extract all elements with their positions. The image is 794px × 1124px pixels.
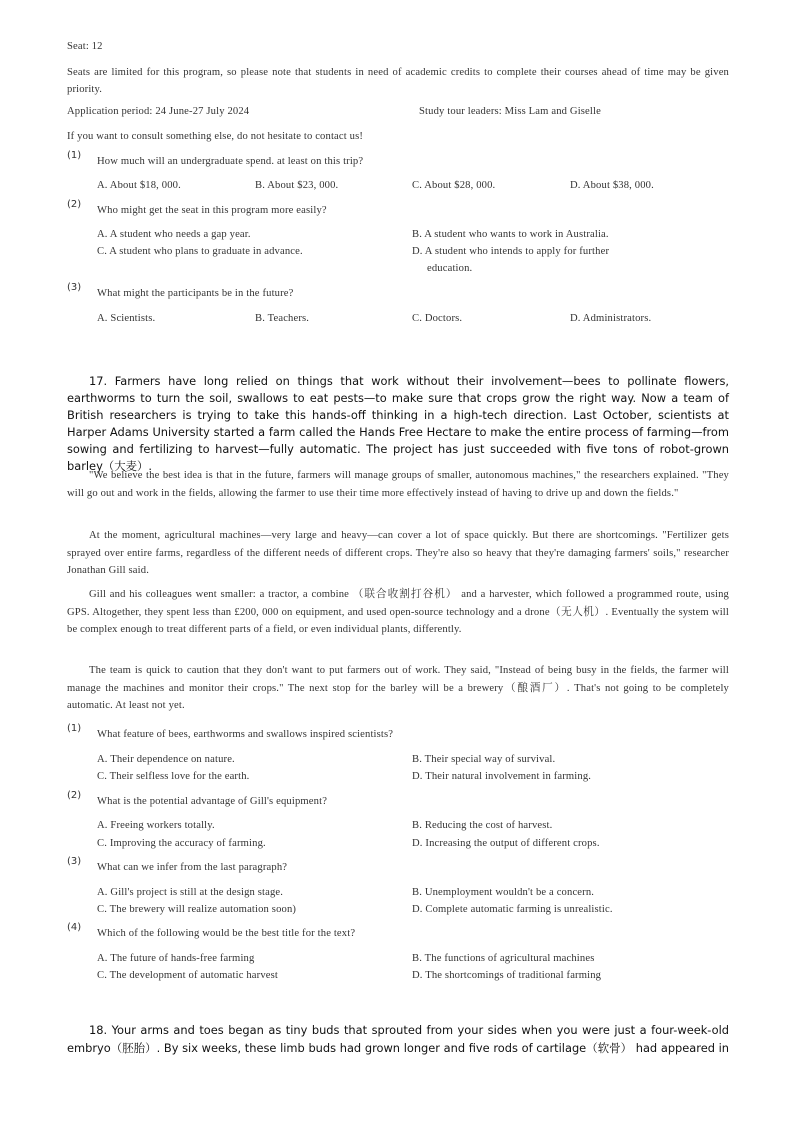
option-c[interactable]: C. Their selfless love for the earth. (97, 771, 250, 782)
question-text: What might the participants be in the future? (97, 288, 294, 299)
option-b[interactable]: B. A student who wants to work in Australia. (412, 229, 609, 240)
option-a[interactable]: A. Freeing workers totally. (97, 820, 215, 831)
option-a[interactable]: A. The future of hands-free farming (97, 953, 255, 964)
option-d[interactable]: D. The shortcomings of traditional farming (412, 970, 602, 981)
option-b[interactable]: B. Reducing the cost of harvest. (412, 820, 553, 831)
question-text: What feature of bees, earthworms and swallows inspired scientists? (97, 729, 394, 740)
question-number: (2) (67, 790, 82, 801)
option-b[interactable]: B. Teachers. (255, 313, 310, 324)
passage-17-paragraph-3: At the moment, agricultural machines—very large and heavy—can cover a lot of space quickly. But there are shortcomings. "Fertilizer gets sprayed over entire farms, regardless of the different needs of different crops. They're also so heavy that they're damaging farmers' soils," researcher Jonathan Gill said. (67, 530, 729, 576)
option-c[interactable]: C. Improving the accuracy of farming. (97, 838, 266, 849)
passage-17-paragraph-2: "We believe the best idea is that in the future, farmers will manage groups of smaller, autonomous machines," the researchers explained. "They will go out and work in the fields, allowing the farmer to use their time more effectively instead of having to drive up and down the fields." (67, 470, 729, 499)
question-number: (3) (67, 856, 82, 867)
option-d-continued: education. (427, 263, 473, 274)
option-b[interactable]: B. Their special way of survival. (412, 754, 556, 765)
option-d[interactable]: D. Increasing the output of different crops. (412, 838, 600, 849)
option-d[interactable]: D. Complete automatic farming is unrealistic. (412, 904, 613, 915)
option-c[interactable]: C. Doctors. (412, 313, 463, 324)
passage-17-paragraph-4: Gill and his colleagues went smaller: a tractor, a combine （联合收割打谷机） and a harvester, which followed a programmed route, using GPS. Altogether, they spent less than £200, 000 on equipment, and used open-source technology and a drone（无人机）. Eventually the system will be complex enough to treat different parts of a field, or even individual plants, differently. (67, 589, 729, 635)
contact-note: If you want to consult something else, do not hesitate to contact us! (67, 131, 364, 142)
option-b[interactable]: B. Unemployment wouldn't be a concern. (412, 887, 595, 898)
option-a[interactable]: A. A student who needs a gap year. (97, 229, 251, 240)
passage-17-paragraph-5: The team is quick to caution that they don't want to put farmers out of work. They said, "Instead of being busy in the fields, the farmer will manage the machines and monitor their crops." The next stop for the barley will be a brewery（酿酒厂）. That's not going to be completely automatic. At least not yet. (67, 665, 729, 711)
question-number: (3) (67, 282, 82, 293)
seat-info: Seat: 12 (67, 41, 103, 52)
question-number: (4) (67, 922, 82, 933)
option-a[interactable]: A. Gill's project is still at the design stage. (97, 887, 284, 898)
question-text: What is the potential advantage of Gill's equipment? (97, 796, 328, 807)
question-text: What can we infer from the last paragraph? (97, 862, 288, 873)
option-a[interactable]: A. Their dependence on nature. (97, 754, 235, 765)
option-d[interactable]: D. Administrators. (570, 313, 652, 324)
option-c[interactable]: C. The development of automatic harvest (97, 970, 278, 981)
passage-18-intro: 18. Your arms and toes began as tiny buds that sprouted from your sides when you were just a four-week-old embryo（胚胎）. By six weeks, these limb buds had grown longer and five rods of cartilage（软骨） had appeared in (67, 1023, 729, 1055)
option-a[interactable]: A. About $18, 000. (97, 180, 181, 191)
option-b[interactable]: B. About $23, 000. (255, 180, 339, 191)
question-number: (2) (67, 199, 82, 210)
option-b[interactable]: B. The functions of agricultural machines (412, 953, 595, 964)
option-a[interactable]: A. Scientists. (97, 313, 156, 324)
question-number: (1) (67, 150, 82, 161)
passage-17-intro: 17. Farmers have long relied on things that work without their involvement—bees to pollinate flowers, earthworms to turn the soil, swallows to eat pests—to make sure that crops grow the right way. Now a team of British researchers is trying to take this hands-off thinking in a high-tech direction. Last October, scientists at Harper Adams University started a farm called the Hands Free Hectare to make the entire process of farming—from sowing and fertilizing to harvest—fully automatic. The project has just succeeded with five tons of robot-grown barley（大麦）. (67, 374, 729, 473)
option-c[interactable]: C. The brewery will realize automation soon) (97, 904, 297, 915)
option-c[interactable]: C. About $28, 000. (412, 180, 496, 191)
option-d[interactable]: D. About $38, 000. (570, 180, 654, 191)
tour-leaders: Study tour leaders: Miss Lam and Giselle (419, 106, 601, 117)
question-text: Who might get the seat in this program more easily? (97, 205, 327, 216)
seats-limited-note: Seats are limited for this program, so please note that students in need of academic credits to complete their courses ahead of time may be given priority. (67, 67, 729, 95)
application-period: Application period: 24 June-27 July 2024 (67, 106, 250, 117)
option-d[interactable]: D. A student who intends to apply for further (412, 246, 610, 257)
question-text: How much will an undergraduate spend. at least on this trip? (97, 156, 364, 167)
option-d[interactable]: D. Their natural involvement in farming. (412, 771, 592, 782)
question-number: (1) (67, 723, 82, 734)
question-text: Which of the following would be the best title for the text? (97, 928, 356, 939)
option-c[interactable]: C. A student who plans to graduate in advance. (97, 246, 303, 257)
